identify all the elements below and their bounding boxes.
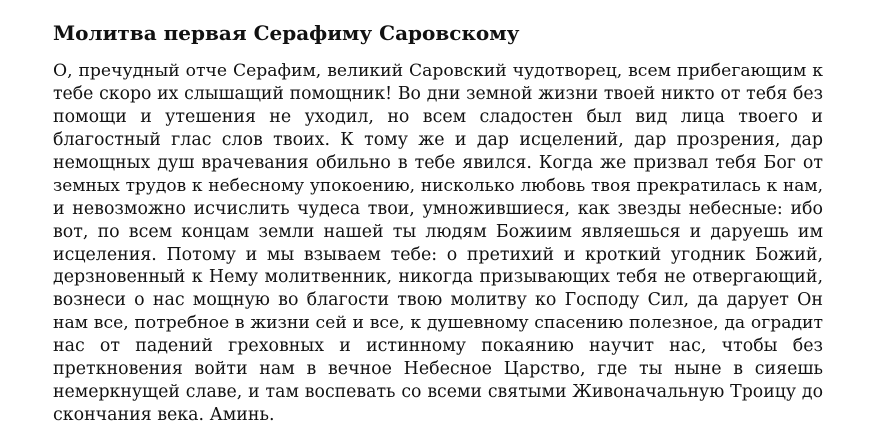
prayer-line: нас от падений греховных и истинному покаянию научит нас, чтобы без [53,336,823,357]
prayer-line: немощных душ врачевания обильно в тебе явился. Когда же призвал тебя Бог от [53,152,823,173]
prayer-line: благостный глас слов твоих. К тому же и дар исцелений, дар прозрения, дар [53,129,823,150]
prayer-line: дерзновенный к Нему молитвенник, никогда призывающих тебя не отвергающий, [53,267,823,288]
prayer-line: немеркнущей славе, и там воспевать со всеми святыми Живоначальную Троицу до [53,382,823,403]
prayer-line: вот, по всем концам земли нашей ты людям Божиим являешься и даруешь им [53,221,823,242]
prayer-line: нам все, потребное в жизни сей и все, к душевному спасению полезное, да оградит [53,313,823,334]
prayer-body [53,60,823,427]
prayer-line: О, пречудный отче Серафим, великий Саровский чудотворец, всем прибегающим к [53,61,823,81]
prayer-line: и невозможно исчислить чудеса твои, умножившиеся, как звезды небесные: ибо [53,198,823,219]
prayer-line: преткновения войти нам в вечное Небесное Царство, где ты ныне в сияешь [53,359,823,380]
prayer-line: скончания века. Аминь. [53,405,275,426]
prayer-title: Молитва первая Серафиму Саровскому [53,21,520,45]
prayer-line: земных трудов к небесному упокоению, нисколько любовь твоя прекратилась к нам, [53,175,823,196]
prayer-line: тебе скоро их слышащий помощник! Во дни земной жизни твоей никто от тебя без [53,83,823,104]
prayer-line: исцеления. Потому и мы взываем тебе: о претихий и кроткий угодник Божий, [53,244,823,265]
prayer-line: вознеси о нас мощную во благости твою молитву ко Господу Сил, да дарует Он [53,290,823,311]
prayer-line: помощи и утешения не уходил, но всем сладостен был вид лица твоего и [53,106,823,127]
